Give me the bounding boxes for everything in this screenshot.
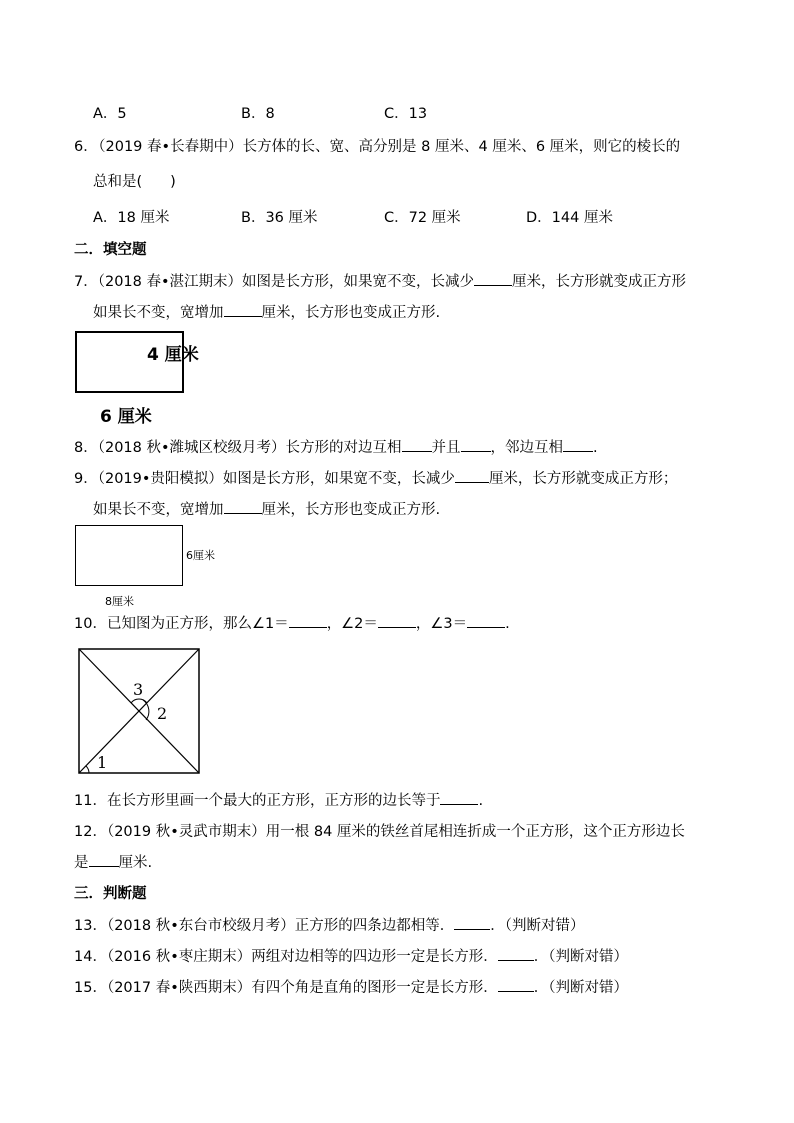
q10-blank-1[interactable] (289, 613, 327, 629)
q14-text-a: 14．（2016 秋•枣庄期末）两组对边相等的四边形一定是长方形． (74, 949, 498, 965)
q9-rectangle-figure (75, 525, 183, 586)
q9-line2-a: 如果长不变，宽增加 (93, 502, 224, 518)
q6-text2: 总和是( (93, 174, 143, 190)
q15-text-a: 15．（2017 春•陕西期末）有四个角是直角的图形一定是长方形． (74, 980, 498, 996)
q12-line2-a: 是 (74, 855, 89, 871)
q14-text-b: ．（判断对错） (533, 949, 629, 965)
q6-text2-end: ) (170, 174, 176, 190)
q13-line (74, 914, 585, 935)
q6-option-a: A．18 厘米 (93, 210, 170, 226)
q7-line1-a: （2018 春•湛江期末）如图是长方形，如果宽不变，长减少 (97, 274, 475, 290)
q7-width-label: 4 厘米 (147, 345, 199, 365)
q11-text-a: 11．在长方形里画一个最大的正方形，正方形的边长等于 (74, 793, 441, 809)
q8-line (74, 436, 598, 457)
q6-option-b: B．36 厘米 (241, 210, 318, 226)
q7-line1-b: 厘米，长方形就变成正方形 (512, 274, 687, 290)
q5-option-b: B．8 (241, 106, 275, 122)
q9-line2 (93, 498, 440, 519)
q12-line2-b: 厘米. (118, 855, 153, 871)
q10-angle-3-label: 3 (133, 680, 144, 699)
q7-line2-b: 厘米，长方形也变成正方形. (261, 305, 441, 321)
q15-text-b: ．（判断对错） (533, 980, 629, 996)
q9-width-label: 6厘米 (186, 549, 215, 562)
q13-text-a: 13．（2018 秋•东台市校级月考）正方形的四条边都相等． (74, 918, 455, 934)
q15-blank[interactable] (498, 977, 534, 993)
q7-line1 (74, 270, 686, 291)
q7-blank-1[interactable] (474, 271, 512, 287)
q12-line2 (74, 851, 152, 872)
q8-blank-1[interactable] (402, 437, 432, 453)
q12-line1: 12．（2019 秋•灵武市期末）用一根 84 厘米的铁丝首尾相连折成一个正方形，这个正方形边长 (74, 824, 685, 840)
q9-line1 (74, 467, 677, 488)
section-fill-blank-title: 二．填空题 (74, 242, 147, 258)
q8-text-c: ，邻边互相 (490, 440, 564, 456)
q11-blank[interactable] (440, 790, 478, 806)
q5-option-a: A．5 (93, 106, 127, 122)
q5-option-c: C．13 (384, 106, 428, 122)
q9-length-label: 8厘米 (105, 595, 134, 608)
q10-text-c: ，∠3＝ (415, 616, 468, 632)
q14-blank[interactable] (498, 946, 534, 962)
q14-line (74, 945, 628, 966)
q10-angle-1-label: 1 (97, 753, 108, 772)
q9-line1-b: 厘米，长方形就变成正方形； (488, 471, 678, 487)
q9-blank-1[interactable] (455, 468, 489, 484)
q7-line2 (93, 301, 440, 322)
q11-line (74, 789, 483, 810)
q8-text-a: 8．（2018 秋•潍城区校级月考）长方形的对边互相 (74, 440, 402, 456)
q6-option-d: D．144 厘米 (526, 210, 613, 226)
q7-line2-a: 如果长不变，宽增加 (93, 305, 224, 321)
q10-text-d: . (505, 616, 510, 632)
q10-blank-2[interactable] (378, 613, 416, 629)
q10-text-b: ，∠2＝ (326, 616, 378, 632)
q15-line (74, 976, 628, 997)
q10-text-a: 10．已知图为正方形，那么∠1＝ (74, 616, 289, 632)
q6-text: （2019 春•长春期中）长方体的长、宽、高分别是 8 厘米、4 厘米、6 厘米，则它的棱长的 (91, 139, 681, 155)
q9-line2-b: 厘米，长方形也变成正方形. (261, 502, 441, 518)
q6-option-c: C．72 厘米 (384, 210, 461, 226)
q7-length-label: 6 厘米 (100, 407, 152, 427)
q10-angle-2-label: 2 (157, 704, 168, 723)
q9-line1-a: 9．（2019•贵阳模拟）如图是长方形，如果宽不变，长减少 (74, 471, 455, 487)
q6-text-line2 (93, 170, 176, 191)
section-true-false-title: 三．判断题 (74, 886, 147, 902)
q10-blank-3[interactable] (467, 613, 505, 629)
q9-blank-2[interactable] (224, 499, 262, 515)
q8-blank-3[interactable] (563, 437, 593, 453)
q12-blank[interactable] (89, 852, 119, 868)
q10-line (74, 612, 510, 633)
q6-number: 6． (74, 139, 98, 155)
q13-blank[interactable] (454, 915, 490, 931)
q8-blank-2[interactable] (461, 437, 491, 453)
q7-number: 7． (74, 274, 98, 290)
q8-text-d: . (593, 440, 598, 456)
q11-text-b: . (478, 793, 484, 809)
q7-blank-2[interactable] (224, 302, 262, 318)
q13-text-b: ．（判断对错） (490, 918, 585, 934)
q8-text-b: 并且 (431, 440, 461, 456)
